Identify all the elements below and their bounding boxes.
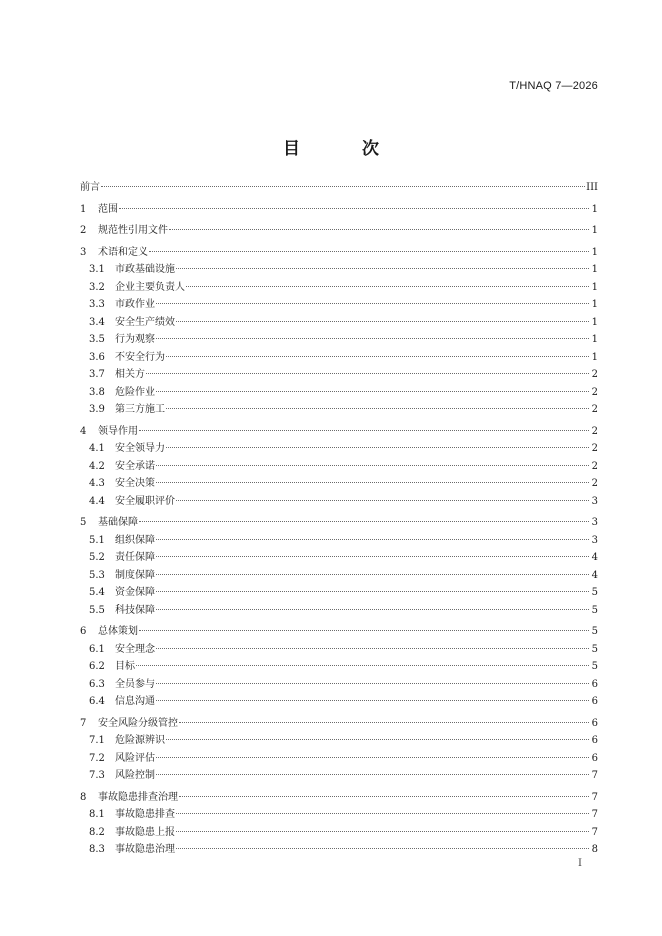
toc-entry-number: 6.2	[89, 661, 105, 672]
toc-entry[interactable]	[80, 261, 598, 279]
toc-entry-title: 安全承诺	[115, 460, 155, 472]
toc-dot-leader	[166, 356, 589, 357]
toc-entry[interactable]	[80, 549, 598, 567]
toc-entry-title: 安全履职评价	[115, 495, 175, 507]
toc-entry-page: 7	[591, 809, 598, 820]
toc-entry-title: 安全决策	[115, 478, 155, 489]
toc-entry[interactable]	[80, 384, 598, 402]
toc-entry-number: 4	[80, 425, 87, 437]
toc-entry[interactable]	[80, 475, 598, 493]
toc-entry[interactable]	[80, 349, 598, 367]
toc-entry-title: 术语和定义	[98, 246, 148, 258]
toc-entry-title: 企业主要负责人	[115, 281, 185, 293]
toc-dot-leader	[176, 268, 589, 269]
toc-entry[interactable]	[80, 314, 598, 332]
toc-entry-page: 2	[591, 478, 598, 489]
toc-entry-page: 7	[591, 826, 598, 838]
toc-entry-page: 2	[591, 386, 598, 398]
toc-entry-page: 2	[591, 443, 598, 454]
toc-dot-leader	[156, 700, 589, 701]
toc-entry-number: 3.5	[89, 334, 105, 345]
toc-entry-page: 1	[591, 351, 598, 363]
toc-entry-page: 8	[591, 844, 598, 855]
toc-entry-number: 4.2	[89, 460, 105, 472]
toc-entry-number: 7.3	[89, 770, 105, 781]
toc-entry[interactable]	[80, 623, 598, 641]
toc-entry-title: 危险源辨识	[115, 735, 165, 746]
toc-entry-title: 风险控制	[115, 770, 155, 781]
toc-entry-page: 3	[591, 534, 598, 546]
toc-entry-title: 前言	[80, 182, 100, 193]
toc-entry-number: 3	[80, 246, 87, 258]
toc-entry-number: 1	[80, 203, 87, 215]
toc-dot-leader	[156, 303, 589, 304]
toc-entry-number: 4.3	[89, 478, 105, 489]
toc-entry-title: 科技保障	[115, 604, 155, 616]
toc-entry-title: 目标	[115, 661, 135, 672]
toc-entry-title: 责任保障	[115, 552, 155, 563]
toc-entry-page: 1	[591, 316, 598, 328]
toc-entry-title: 市政作业	[115, 299, 155, 310]
toc-dot-leader	[169, 229, 589, 230]
toc-dot-leader	[156, 648, 589, 649]
toc-entry-title: 规范性引用文件	[98, 225, 168, 236]
toc-entry-page: 2	[591, 460, 598, 472]
toc-entry[interactable]	[80, 824, 598, 842]
toc-dot-leader	[176, 321, 589, 322]
toc-entry-page: 5	[591, 661, 598, 672]
toc-entry-number: 3.8	[89, 386, 105, 398]
toc-entry-number: 3.7	[89, 369, 105, 380]
toc-entry-page: 3	[591, 517, 598, 528]
toc-entry-number: 4.4	[89, 495, 105, 507]
toc-entry-number: 3.4	[89, 316, 105, 328]
toc-entry-number: 7.1	[89, 735, 105, 746]
toc-entry[interactable]	[80, 750, 598, 768]
toc-entry-page: 6	[591, 696, 598, 707]
toc-dot-leader	[139, 630, 589, 631]
toc-dot-leader	[149, 251, 589, 252]
toc-entry[interactable]	[80, 532, 598, 550]
toc-entry-page: 5	[591, 587, 598, 598]
toc-entry-number: 7	[80, 717, 87, 729]
toc-entry-number: 5.4	[89, 587, 105, 598]
toc-entry-title: 不安全行为	[115, 351, 165, 363]
toc-entry-number: 8.2	[89, 826, 105, 838]
toc-dot-leader	[156, 482, 589, 483]
toc-entry[interactable]	[80, 658, 598, 676]
toc-entry[interactable]	[80, 715, 598, 733]
toc-entry-title: 行为观察	[115, 334, 155, 345]
toc-entry-number: 5.3	[89, 569, 105, 581]
toc-dot-leader	[176, 848, 589, 849]
toc-entry[interactable]	[80, 440, 598, 458]
toc-dot-leader	[156, 574, 589, 575]
toc-dot-leader	[136, 665, 589, 666]
toc-entry[interactable]	[80, 458, 598, 476]
toc-entry[interactable]	[80, 789, 598, 807]
toc-entry-title: 制度保障	[115, 569, 155, 581]
toc-entry-title: 市政基础设施	[115, 264, 175, 275]
page-number: I	[578, 858, 582, 869]
toc-dot-leader	[156, 774, 589, 775]
toc-dot-leader	[176, 500, 589, 501]
toc-dot-leader	[101, 186, 585, 187]
toc-entry-page: 1	[591, 334, 598, 345]
toc-entry-number: 5.2	[89, 552, 105, 563]
toc-entry[interactable]	[80, 676, 598, 694]
toc-entry[interactable]	[80, 493, 598, 511]
toc-entry-number: 3.9	[89, 404, 105, 415]
toc-dot-leader	[166, 447, 589, 448]
toc-entry-page: 1	[591, 225, 598, 236]
toc-entry-number: 5	[80, 517, 87, 528]
toc-entry[interactable]	[80, 732, 598, 750]
toc-entry-title: 安全理念	[115, 643, 155, 655]
toc-entry[interactable]	[80, 514, 598, 532]
toc-entry-title: 事故隐患排查治理	[98, 791, 178, 803]
toc-entry-number: 6.1	[89, 643, 105, 655]
toc-dot-leader	[156, 465, 589, 466]
toc-entry-number: 5.5	[89, 604, 105, 616]
toc-entry-page: 1	[591, 281, 598, 293]
toc-dot-leader	[176, 813, 589, 814]
toc-entry[interactable]	[80, 641, 598, 659]
toc-entry-title: 相关方	[115, 369, 145, 380]
toc-dot-leader	[156, 757, 589, 758]
toc-entry-title: 事故隐患治理	[115, 844, 175, 855]
toc-entry-number: 6	[80, 626, 87, 637]
toc-entry-page: 1	[591, 264, 598, 275]
toc-entry-number: 2	[80, 225, 87, 236]
toc-entry[interactable]	[80, 179, 598, 197]
toc-entry[interactable]	[80, 244, 598, 262]
toc-entry-number: 3.1	[89, 264, 105, 275]
toc-entry-title: 安全领导力	[115, 443, 165, 454]
toc-entry-page: 7	[591, 770, 598, 781]
toc-entry-number: 4.1	[89, 443, 105, 454]
toc-entry-title: 安全生产绩效	[115, 316, 175, 328]
toc-dot-leader	[156, 556, 589, 557]
toc-entry-page: 3	[591, 495, 598, 507]
toc-entry[interactable]	[80, 423, 598, 441]
toc-entry-page: 6	[591, 735, 598, 746]
toc-dot-leader	[166, 408, 589, 409]
toc-entry-number: 7.2	[89, 752, 105, 764]
toc-entry-number: 5.1	[89, 534, 105, 546]
toc-entry-title: 危险作业	[115, 386, 155, 398]
toc-entry-title: 领导作用	[98, 425, 138, 437]
toc-entry-page: 5	[591, 643, 598, 655]
toc-dot-leader	[156, 338, 589, 339]
toc-entry-number: 3.2	[89, 281, 105, 293]
toc-entry[interactable]	[80, 366, 598, 384]
toc-entry-page: 7	[591, 791, 598, 803]
toc-entry[interactable]	[80, 602, 598, 620]
toc-entry-number: 3.6	[89, 351, 105, 363]
toc-entry-title: 信息沟通	[115, 696, 155, 707]
toc-entry-page: 5	[591, 626, 598, 637]
standard-code: T/HNAQ 7—2026	[509, 80, 598, 92]
toc-entry-page: 1	[591, 203, 598, 215]
toc-entry-number: 8.3	[89, 844, 105, 855]
toc-dot-leader	[119, 208, 589, 209]
toc-dot-leader	[156, 539, 589, 540]
toc-dot-leader	[156, 591, 589, 592]
toc-dot-leader	[179, 796, 589, 797]
toc-entry-title: 范围	[98, 203, 118, 215]
toc-dot-leader	[176, 831, 589, 832]
toc-dot-leader	[156, 609, 589, 610]
toc-entry[interactable]	[80, 296, 598, 314]
toc-entry-page: 1	[591, 299, 598, 310]
toc-entry-page: 2	[591, 369, 598, 380]
toc-entry-page: 4	[591, 569, 598, 581]
toc-dot-leader	[146, 373, 589, 374]
toc-entry-number: 6.4	[89, 696, 105, 707]
toc-entry-number: 8.1	[89, 809, 105, 820]
toc-entry-page: 5	[591, 604, 598, 616]
toc-dot-leader	[156, 391, 589, 392]
toc-entry[interactable]	[80, 693, 598, 711]
toc-entry[interactable]	[80, 401, 598, 419]
toc-entry-page: 2	[591, 404, 598, 415]
toc-entry-title: 组织保障	[115, 534, 155, 546]
toc-entry[interactable]	[80, 279, 598, 297]
table-of-contents	[80, 179, 598, 859]
toc-entry-number: 3.3	[89, 299, 105, 310]
toc-entry[interactable]	[80, 767, 598, 785]
toc-entry-title: 基础保障	[98, 517, 138, 528]
toc-entry[interactable]	[80, 222, 598, 240]
toc-entry-page: 2	[591, 425, 598, 437]
toc-entry[interactable]	[80, 201, 598, 219]
toc-entry[interactable]	[80, 584, 598, 602]
toc-entry-title: 总体策划	[98, 626, 138, 637]
toc-dot-leader	[166, 739, 589, 740]
toc-entry-title: 全员参与	[115, 678, 155, 690]
toc-entry-page: 1	[591, 246, 598, 258]
toc-entry-page: 4	[591, 552, 598, 563]
toc-entry-title: 事故隐患上报	[115, 826, 175, 838]
toc-entry-number: 8	[80, 791, 87, 803]
toc-entry-title: 第三方施工	[115, 404, 165, 415]
toc-entry-title: 事故隐患排查	[115, 809, 175, 820]
toc-entry[interactable]	[80, 806, 598, 824]
toc-entry-page: III	[586, 182, 598, 193]
toc-dot-leader	[179, 722, 589, 723]
toc-entry-title: 安全风险分级管控	[98, 717, 178, 729]
toc-entry[interactable]	[80, 331, 598, 349]
toc-entry-page: 6	[591, 678, 598, 690]
toc-dot-leader	[139, 430, 589, 431]
toc-entry[interactable]	[80, 567, 598, 585]
toc-entry-title: 资金保障	[115, 587, 155, 598]
toc-dot-leader	[156, 683, 589, 684]
toc-entry[interactable]	[80, 841, 598, 859]
toc-dot-leader	[186, 286, 589, 287]
toc-title: 目 次	[283, 139, 407, 159]
toc-entry-number: 6.3	[89, 678, 105, 690]
toc-entry-title: 风险评估	[115, 752, 155, 764]
toc-entry-page: 6	[591, 717, 598, 729]
toc-dot-leader	[139, 521, 589, 522]
toc-entry-page: 6	[591, 752, 598, 764]
